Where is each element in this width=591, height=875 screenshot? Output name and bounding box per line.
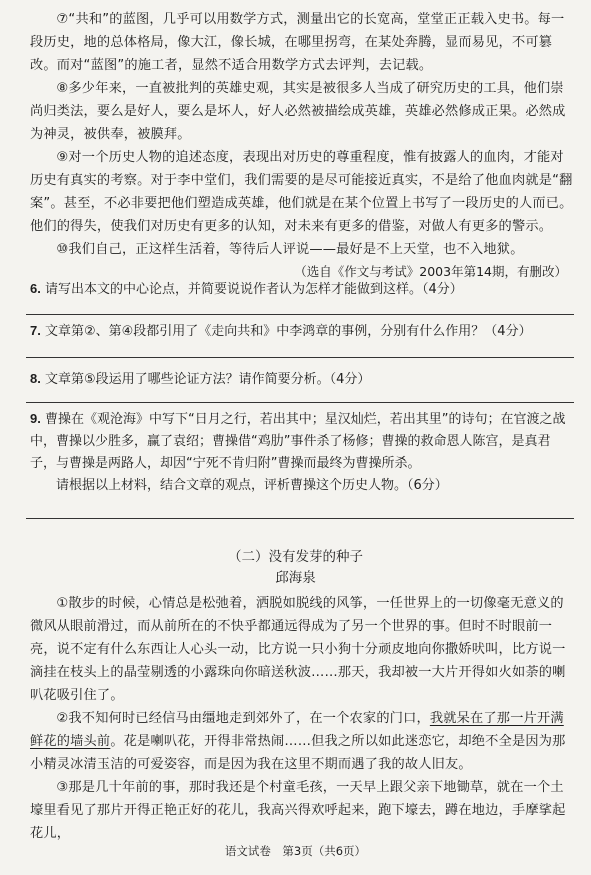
paragraph-9: ⑨对一个历史人物的追述态度，表现出对历史的尊重程度，惟有披露人的血肉，才能对历史有真实的考察。对于李中堂们，我们需要的是尽可能接近真实，不是给了他血肉就是“翻案”。甚至，不必非要把他们塑造成英雄，他们就是在某个位置上书写了一段历史的人而已。他们的得失，使我们对历史有更多的认知，对未来有更多的借鉴，对做人有更多的警示。	[30, 150, 573, 234]
question-number: 9.	[30, 411, 41, 426]
paragraph-10: ⑩我们自己，正这样生活着，等待后人评说——最好是不上天堂，也不入地狱。	[56, 242, 524, 257]
paragraph-2	[30, 707, 575, 776]
question-text: 文章第②、第④段都引用了《走向共和》中李鸿章的事例，分别有什么作用？（4分）	[44, 324, 532, 339]
answer-line[interactable]	[26, 357, 574, 358]
answer-line[interactable]	[26, 402, 574, 403]
author-name: 邱海泉	[275, 570, 316, 586]
question-text: 请写出本文的中心论点，并简要说说作者认为怎样才能做到这样。（4分）	[44, 282, 463, 297]
question-7	[30, 320, 575, 343]
source-citation: （选自《作文与考试》2003年第14期，有删改）	[294, 264, 567, 279]
question-6	[30, 278, 575, 301]
section-title: （二）没有发芽的种子	[228, 549, 363, 565]
passage2-body	[30, 592, 575, 845]
paragraph-7: ⑦“共和”的蓝图，几乎可以用数学方式，测量出它的长宽高，堂堂正正载入史书。每一段历史，地的总体格局，像大江，像长城，在哪里拐弯，在某处奔腾，显而易见，不可篡改。而对“蓝图”的施工者，显然不适合用数学方式去评判，去记载。	[30, 12, 565, 73]
answer-line[interactable]	[26, 518, 574, 519]
question-text: 曹操在《观沧海》中写下“日月之行，若出其中；星汉灿烂，若出其里”的诗句；在官渡之战中，曹操以少胜多，赢了袁绍；曹操借“鸡肋”事件杀了杨修；曹操的救命恩人陈宫，是真君子，与曹操是两路人，却因“宁死不肯归附”曹操而最终为曹操所杀。	[30, 412, 566, 471]
underlined-sentence: 我就呆在了那一片开满鲜花的墙头前	[30, 711, 564, 749]
question-8	[30, 368, 575, 391]
page-footer: 语文试卷 第3页（共6页）	[224, 844, 367, 858]
question-number: 7.	[30, 323, 41, 338]
paragraph-8: ⑧多少年来，一直被批判的英雄史观，其实是被很多人当成了研究历史的工具，他们崇尚归类法，要么是好人，要么是坏人，好人必然被描绘成英雄，英雄必然修成正果。必然成为神灵，被供奉，被膜拜。	[30, 81, 566, 142]
paragraph-2-text: 。花是喇叭花，开得非常热闹……但我之所以如此迷恋它，却绝不全是因为那小精灵冰清玉洁的可爱姿容，而是因为我在这里不期而遇了我的故人旧友。	[30, 734, 566, 772]
question-number: 6.	[30, 281, 41, 296]
paragraph-1: ①散步的时候，心情总是松弛着，洒脱如脱线的风筝，一任世界上的一切像毫无意义的微风从眼前滑过，而从前所在的不快乎都通远得成为了另一个世界的事。但时不时眼前一亮，说不定有什么东西让人心头一动，比方说一只小狗十分顽皮地向你撒娇吠叫，比方说一滴挂在枝头上的晶莹剔透的小露珠向你暗送秋波……那天，我却被一大片开得如火如荼的喇叭花吸引住了。	[30, 596, 566, 703]
question-prompt: 请根据以上材料，结合文章的观点，评析曹操这个历史人物。（6分）	[56, 478, 448, 493]
passage1-body	[30, 8, 575, 283]
answer-line[interactable]	[26, 314, 574, 315]
question-9	[30, 408, 575, 497]
paragraph-3: ③那是几十年前的事，那时我还是个村童毛孩，一天早上跟父亲下地锄草，就在一个土壕里看见了那片开得正艳正好的花儿，我高兴得欢呼起来，跑下壕去，蹲在地边，手摩挲起花儿，	[30, 780, 566, 841]
question-text: 文章第⑤段运用了哪些论证方法？请作简要分析。（4分）	[44, 372, 371, 387]
paragraph-2-text: ②我不知何时已经信马由缰地走到郊外了，在一个农家的门口，	[56, 711, 430, 726]
question-number: 8.	[30, 371, 41, 386]
